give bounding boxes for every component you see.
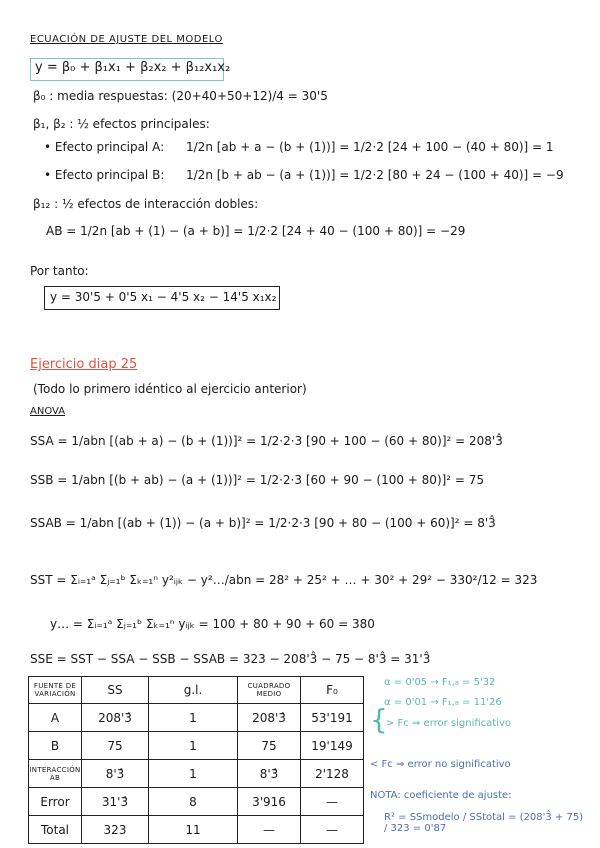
model-equation: y = β₀ + β₁x₁ + β₂x₂ + β₁₂x₁x₂	[35, 60, 231, 75]
sst-formula: SST = Σᵢ₌₁ᵃ Σⱼ₌₁ᵇ Σₖ₌₁ⁿ y²ᵢⱼₖ − y²…/abn = 28² + 25² + … + 30² + 29² − 330²/12 = 323	[30, 573, 538, 587]
row-total-f0: —	[301, 816, 364, 844]
nota-label: NOTA: coeficiente de ajuste:	[370, 790, 512, 801]
b1b2-line: β₁, β₂ : ½ efectos principales:	[33, 117, 210, 131]
anova-header-row	[29, 677, 364, 704]
row-b-ms: 75	[238, 732, 301, 760]
not-significant-note: < Fc ⇒ error no significativo	[370, 759, 511, 770]
final-equation: y = 30'5 + 0'5 x₁ − 4'5 x₂ − 14'5 x₁x₂	[50, 290, 277, 304]
row-total-ms: —	[238, 816, 301, 844]
row-error-f0: —	[301, 788, 364, 816]
alpha-001-note: α = 0'01 → F₁,₈ = 11'26	[384, 697, 502, 708]
effect-a-expr: 1/2n [ab + a − (b + (1))] = 1/2·2 [24 + 100 − (40 + 80)] = 1	[186, 140, 554, 154]
ytotal-formula: y… = Σᵢ₌₁ᵃ Σⱼ₌₁ᵇ Σₖ₌₁ⁿ yᵢⱼₖ = 100 + 80 + 90 + 60 = 380	[50, 617, 375, 631]
row-a-ss: 208'3̂	[82, 704, 149, 732]
alpha-005-note: α = 0'05 → F₁,₈ = 5'32	[384, 677, 496, 688]
b12-line: β₁₂ : ½ efectos de interacción dobles:	[33, 197, 259, 211]
row-error-source: Error	[29, 788, 82, 816]
table-row	[29, 704, 364, 732]
row-a-f0: 53'191	[301, 704, 364, 732]
row-a-gl: 1	[149, 704, 238, 732]
row-total-ss: 323	[82, 816, 149, 844]
model-section-title: ECUACIÓN DE AJUSTE DEL MODELO	[30, 34, 223, 45]
exercise-title: Ejercicio diap 25	[30, 357, 138, 372]
row-b-source: B	[29, 732, 82, 760]
ssa-formula: SSA = 1/abn [(ab + a) − (b + (1))]² = 1/2·2·3 [90 + 100 − (60 + 80)]² = 208'3̂	[30, 434, 503, 448]
anova-table	[28, 676, 364, 844]
sse-formula: SSE = SST − SSA − SSB − SSAB = 323 − 208'3̂ − 75 − 8'3̂ = 31'3̂	[30, 652, 431, 666]
ab-effect-expr: AB = 1/2n [ab + (1) − (a + b)] = 1/2·2 [24 + 40 − (100 + 80)] = −29	[46, 224, 466, 238]
header-mean-square: CUADRADO MEDIO	[238, 677, 301, 704]
r2-formula: R² = SSmodelo / SStotal = (208'3̂ + 75) / 323 = 0'87	[384, 812, 584, 834]
ssb-formula: SSB = 1/abn [(b + ab) − (a + (1))]² = 1/2·2·3 [60 + 90 − (100 + 80)]² = 75	[30, 473, 485, 487]
row-ab-gl: 1	[149, 760, 238, 788]
table-row	[29, 816, 364, 844]
table-row	[29, 760, 364, 788]
row-error-gl: 8	[149, 788, 238, 816]
significant-note: > Fc ⇒ error significativo	[386, 718, 512, 729]
therefore-label: Por tanto:	[30, 264, 89, 278]
row-b-gl: 1	[149, 732, 238, 760]
header-ss: SS	[82, 677, 149, 704]
exercise-note: (Todo lo primero idéntico al ejercicio anterior)	[33, 382, 307, 396]
header-source: FUENTE DE VARIACIÓN	[29, 677, 82, 704]
header-gl: g.l.	[149, 677, 238, 704]
b0-line: β₀ : media respuestas: (20+40+50+12)/4 = 30'5	[33, 89, 328, 103]
row-error-ms: 3'916	[238, 788, 301, 816]
effect-b-label: • Efecto principal B:	[44, 168, 165, 182]
header-f0: F₀	[301, 677, 364, 704]
effect-b-expr: 1/2n [b + ab − (a + (1))] = 1/2·2 [80 + 24 − (100 + 40)] = −9	[186, 168, 564, 182]
brace-glyph: {	[370, 703, 388, 736]
table-row	[29, 788, 364, 816]
row-ab-f0: 2'128	[301, 760, 364, 788]
row-b-f0: 19'149	[301, 732, 364, 760]
row-a-source: A	[29, 704, 82, 732]
row-a-ms: 208'3̂	[238, 704, 301, 732]
row-total-gl: 11	[149, 816, 238, 844]
row-error-ss: 31'3̂	[82, 788, 149, 816]
row-b-ss: 75	[82, 732, 149, 760]
table-row	[29, 732, 364, 760]
row-total-source: Total	[29, 816, 82, 844]
anova-label: ANOVA	[30, 406, 66, 417]
row-ab-source: INTERACCIÓN AB	[29, 760, 82, 788]
ssab-formula: SSAB = 1/abn [(ab + (1)) − (a + b)]² = 1/2·2·3 [90 + 80 − (100 + 60)]² = 8'3̂	[30, 516, 496, 530]
row-ab-ms: 8'3̂	[238, 760, 301, 788]
effect-a-label: • Efecto principal A:	[44, 140, 165, 154]
row-ab-ss: 8'3̂	[82, 760, 149, 788]
